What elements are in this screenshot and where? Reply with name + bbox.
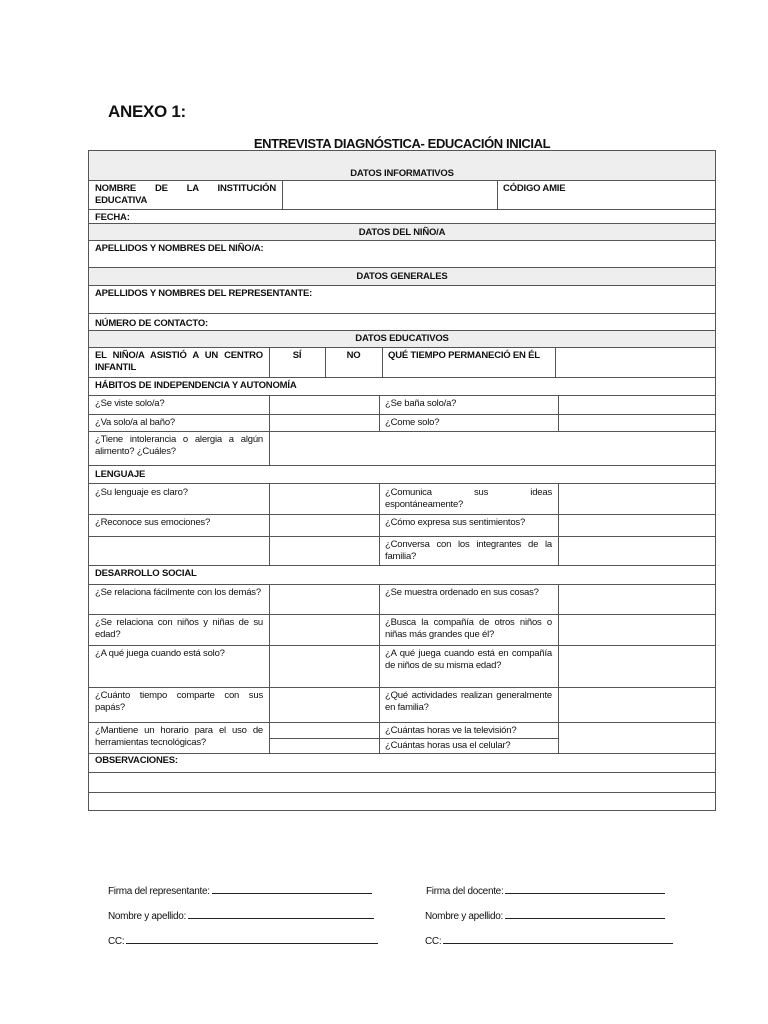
interview-form (88, 150, 716, 811)
section-datos-nino: DATOS DEL NIÑO/A (358, 227, 446, 238)
representative-name-label: Nombre y apellido: (108, 911, 186, 922)
attended-center-label: EL NIÑO/A ASISTIÓ A UN CENTRO INFANTIL (95, 350, 263, 373)
annex-label: ANEXO 1: (108, 102, 186, 121)
child-names-label: APELLIDOS Y NOMBRES DEL NIÑO/A: (95, 243, 264, 254)
contact-number-label: NÚMERO DE CONTACTO: (95, 318, 209, 329)
time-stayed-label: QUÉ TIEMPO PERMANECIÓ EN ÉL (388, 350, 540, 361)
question-food-allergy: ¿Tiene intolerancia o alergia a algún alimento? ¿Cuáles? (95, 434, 263, 457)
question-relates-same-age: ¿Se relaciona con niños y niñas de su edad? (95, 617, 263, 640)
teacher-id-line[interactable] (425, 935, 673, 947)
question-time-with-parents: ¿Cuánto tiempo comparte con sus papás? (95, 690, 263, 713)
document-title: ENTREVISTA DIAGNÓSTICA- EDUCACIÓN INICIAL (253, 136, 551, 151)
no-option[interactable]: NO (346, 350, 361, 361)
question-plays-with-peers: ¿A qué juega cuando está en compañía de niños de su misma edad? (385, 648, 552, 671)
question-relates-easily: ¿Se relaciona fácilmente con los demás? (95, 587, 261, 598)
question-tech-schedule: ¿Mantiene un horario para el uso de herramientas tecnológicas? (95, 725, 263, 748)
section-datos-informativos: DATOS INFORMATIVOS (350, 168, 454, 179)
institution-name-field[interactable] (283, 180, 497, 209)
representative-signature-label: Firma del representante: (108, 886, 210, 897)
question-eats-alone: ¿Come solo? (385, 417, 440, 428)
section-desarrollo-social: DESARROLLO SOCIAL (95, 568, 197, 579)
teacher-id-label: CC: (425, 936, 442, 947)
representative-signature-line[interactable] (108, 885, 372, 897)
question-family-activities: ¿Qué actividades realizan generalmente en familia? (385, 690, 552, 713)
question-dresses-alone: ¿Se viste solo/a? (95, 398, 165, 409)
question-bathes-alone: ¿Se baña solo/a? (385, 398, 457, 409)
section-datos-educativos: DATOS EDUCATIVOS (355, 333, 449, 344)
representative-id-line[interactable] (108, 935, 378, 947)
question-goes-to-bathroom: ¿Va solo/a al baño? (95, 417, 175, 428)
observations-label: OBSERVACIONES: (95, 755, 178, 766)
representative-name-line[interactable] (108, 910, 374, 922)
question-clear-language: ¿Su lenguaje es claro? (95, 487, 188, 498)
question-expresses-feelings: ¿Cómo expresa sus sentimientos? (385, 517, 526, 528)
question-seeks-older-children: ¿Busca la compañía de otros niños o niñas más grandes que él? (385, 617, 552, 640)
date-label: FECHA: (95, 212, 130, 223)
question-communicates-ideas: ¿Comunica sus ideas espontáneamente? (385, 487, 552, 510)
question-talks-with-family: ¿Conversa con los integrantes de la familia? (385, 539, 552, 562)
teacher-signature-label: Firma del docente: (426, 886, 504, 897)
question-phone-hours: ¿Cuántas horas usa el celular? (385, 740, 511, 751)
yes-option[interactable]: SÍ (292, 350, 302, 361)
teacher-signature-line[interactable] (426, 885, 665, 897)
representative-names-label: APELLIDOS Y NOMBRES DEL REPRESENTANTE: (95, 288, 313, 299)
amie-code-label: CÓDIGO AMIE (503, 183, 566, 194)
section-datos-generales: DATOS GENERALES (356, 271, 448, 282)
section-habitos: HÁBITOS DE INDEPENDENCIA Y AUTONOMÍA (95, 380, 297, 391)
question-recognizes-emotions: ¿Reconoce sus emociones? (95, 517, 211, 528)
institution-name-label: NOMBRE DE LA INSTITUCIÓN EDUCATIVA (95, 183, 276, 206)
teacher-name-label: Nombre y apellido: (425, 911, 503, 922)
section-lenguaje: LENGUAJE (95, 469, 146, 480)
question-plays-alone: ¿A qué juega cuando está solo? (95, 648, 225, 659)
teacher-name-line[interactable] (425, 910, 665, 922)
question-tv-hours: ¿Cuántas horas ve la televisión? (385, 725, 517, 736)
representative-id-label: CC: (108, 936, 125, 947)
question-orderly: ¿Se muestra ordenado en sus cosas? (385, 587, 539, 598)
